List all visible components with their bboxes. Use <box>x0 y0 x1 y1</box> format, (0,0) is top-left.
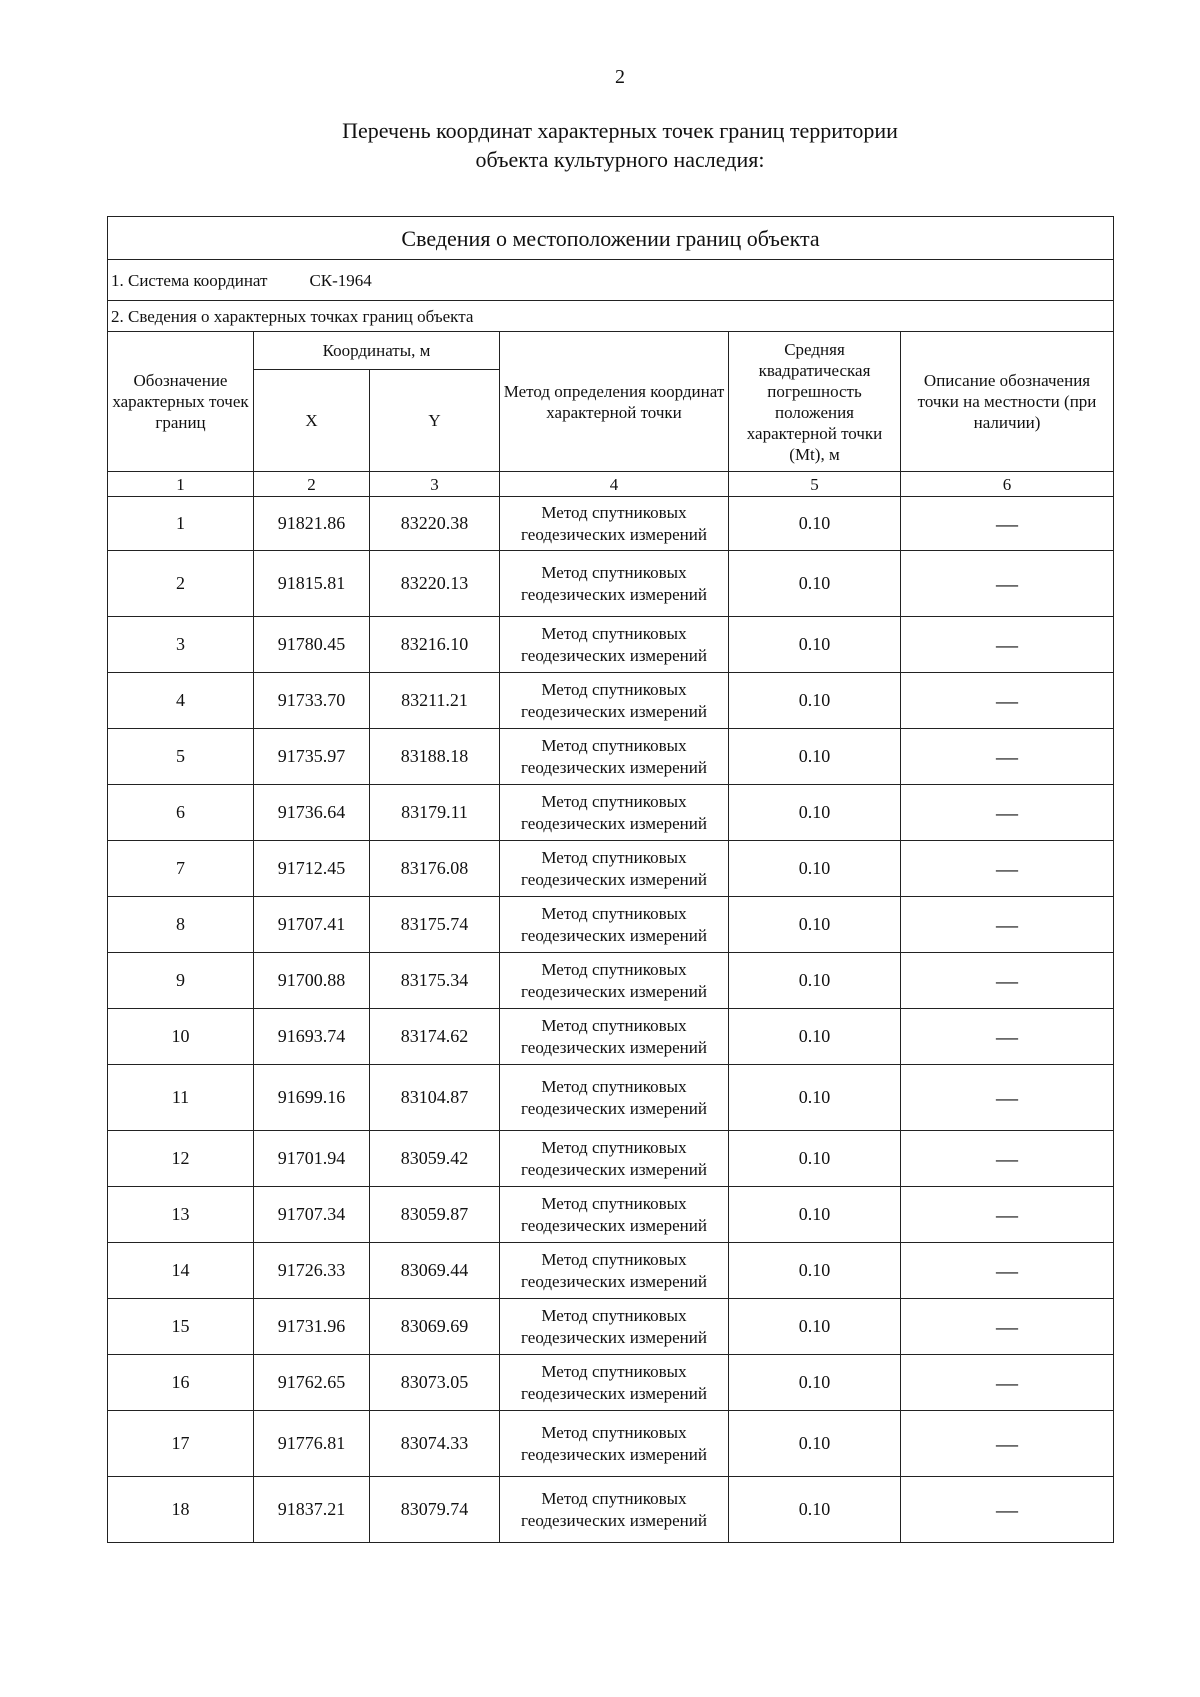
page-number: 2 <box>615 66 625 88</box>
table-row <box>108 841 1114 897</box>
accuracy-cell: 0.10 <box>729 897 901 953</box>
x-coordinate-cell: 91776.81 <box>254 1411 370 1477</box>
description-cell: — <box>901 497 1114 551</box>
x-coordinate-cell: 91712.45 <box>254 841 370 897</box>
y-coordinate-cell: 83059.87 <box>370 1187 500 1243</box>
header-coordinates: Координаты, м <box>254 332 500 370</box>
accuracy-cell: 0.10 <box>729 1477 901 1543</box>
x-coordinate-cell: 91815.81 <box>254 551 370 617</box>
table-row <box>108 551 1114 617</box>
description-cell: — <box>901 1299 1114 1355</box>
x-coordinate-cell: 91707.41 <box>254 897 370 953</box>
point-number-cell: 5 <box>108 729 254 785</box>
description-cell: — <box>901 841 1114 897</box>
header-point: Обозначение характерных точек границ <box>108 332 254 472</box>
accuracy-cell: 0.10 <box>729 1355 901 1411</box>
table-row <box>108 1299 1114 1355</box>
accuracy-cell: 0.10 <box>729 841 901 897</box>
y-coordinate-cell: 83220.13 <box>370 551 500 617</box>
header-y: Y <box>370 370 500 472</box>
column-number: 1 <box>108 472 254 497</box>
table-row <box>108 1009 1114 1065</box>
table-row <box>108 617 1114 673</box>
accuracy-cell: 0.10 <box>729 497 901 551</box>
x-coordinate-cell: 91701.94 <box>254 1131 370 1187</box>
header-x: X <box>254 370 370 472</box>
y-coordinate-cell: 83074.33 <box>370 1411 500 1477</box>
y-coordinate-cell: 83188.18 <box>370 729 500 785</box>
table-row <box>108 1187 1114 1243</box>
table-row <box>108 1355 1114 1411</box>
accuracy-cell: 0.10 <box>729 785 901 841</box>
accuracy-cell: 0.10 <box>729 1411 901 1477</box>
x-coordinate-cell: 91736.64 <box>254 785 370 841</box>
section-row <box>108 301 1114 332</box>
method-cell: Метод спутниковых геодезических измерений <box>500 1131 729 1187</box>
title-line-1: Перечень координат характерных точек границ территории <box>342 118 898 143</box>
coordinate-system-label: 1. Система координат <box>111 270 268 290</box>
table-row <box>108 1243 1114 1299</box>
x-coordinate-cell: 91707.34 <box>254 1187 370 1243</box>
point-number-cell: 6 <box>108 785 254 841</box>
y-coordinate-cell: 83174.62 <box>370 1009 500 1065</box>
x-coordinate-cell: 91726.33 <box>254 1243 370 1299</box>
method-cell: Метод спутниковых геодезических измерений <box>500 1299 729 1355</box>
description-cell: — <box>901 897 1114 953</box>
method-cell: Метод спутниковых геодезических измерений <box>500 1065 729 1131</box>
column-number: 4 <box>500 472 729 497</box>
coordinate-system-value: СК-1964 <box>309 270 372 290</box>
method-cell: Метод спутниковых геодезических измерений <box>500 785 729 841</box>
point-number-cell: 10 <box>108 1009 254 1065</box>
description-cell: — <box>901 953 1114 1009</box>
caption-row <box>108 217 1114 260</box>
column-numbers-row <box>108 472 1114 497</box>
column-number: 2 <box>254 472 370 497</box>
description-cell: — <box>901 785 1114 841</box>
description-cell: — <box>901 1187 1114 1243</box>
table-row <box>108 673 1114 729</box>
column-number: 5 <box>729 472 901 497</box>
y-coordinate-cell: 83079.74 <box>370 1477 500 1543</box>
description-cell: — <box>901 1131 1114 1187</box>
description-cell: — <box>901 617 1114 673</box>
y-coordinate-cell: 83179.11 <box>370 785 500 841</box>
point-number-cell: 9 <box>108 953 254 1009</box>
description-cell: — <box>901 1009 1114 1065</box>
accuracy-cell: 0.10 <box>729 1187 901 1243</box>
point-number-cell: 18 <box>108 1477 254 1543</box>
description-cell: — <box>901 1243 1114 1299</box>
method-cell: Метод спутниковых геодезических измерений <box>500 897 729 953</box>
description-cell: — <box>901 1355 1114 1411</box>
y-coordinate-cell: 83069.69 <box>370 1299 500 1355</box>
table-row <box>108 953 1114 1009</box>
header-method: Метод определения координат характерной точки <box>500 332 729 472</box>
point-number-cell: 17 <box>108 1411 254 1477</box>
y-coordinate-cell: 83220.38 <box>370 497 500 551</box>
point-number-cell: 3 <box>108 617 254 673</box>
description-cell: — <box>901 729 1114 785</box>
table-row <box>108 897 1114 953</box>
method-cell: Метод спутниковых геодезических измерений <box>500 953 729 1009</box>
point-number-cell: 8 <box>108 897 254 953</box>
x-coordinate-cell: 91700.88 <box>254 953 370 1009</box>
column-number: 6 <box>901 472 1114 497</box>
y-coordinate-cell: 83175.34 <box>370 953 500 1009</box>
point-number-cell: 12 <box>108 1131 254 1187</box>
x-coordinate-cell: 91731.96 <box>254 1299 370 1355</box>
point-number-cell: 11 <box>108 1065 254 1131</box>
y-coordinate-cell: 83211.21 <box>370 673 500 729</box>
document-title <box>0 116 1200 174</box>
point-number-cell: 15 <box>108 1299 254 1355</box>
x-coordinate-cell: 91733.70 <box>254 673 370 729</box>
coordinates-table <box>107 216 1114 1543</box>
method-cell: Метод спутниковых геодезических измерений <box>500 1355 729 1411</box>
accuracy-cell: 0.10 <box>729 673 901 729</box>
point-number-cell: 4 <box>108 673 254 729</box>
accuracy-cell: 0.10 <box>729 1131 901 1187</box>
x-coordinate-cell: 91735.97 <box>254 729 370 785</box>
method-cell: Метод спутниковых геодезических измерений <box>500 1411 729 1477</box>
y-coordinate-cell: 83175.74 <box>370 897 500 953</box>
table-row <box>108 1477 1114 1543</box>
description-cell: — <box>901 1411 1114 1477</box>
point-number-cell: 13 <box>108 1187 254 1243</box>
description-cell: — <box>901 551 1114 617</box>
description-cell: — <box>901 1477 1114 1543</box>
accuracy-cell: 0.10 <box>729 729 901 785</box>
x-coordinate-cell: 91780.45 <box>254 617 370 673</box>
description-cell: — <box>901 1065 1114 1131</box>
description-cell: — <box>901 673 1114 729</box>
accuracy-cell: 0.10 <box>729 1299 901 1355</box>
section-label: 2. Сведения о характерных точках границ объекта <box>108 301 1114 332</box>
method-cell: Метод спутниковых геодезических измерений <box>500 617 729 673</box>
accuracy-cell: 0.10 <box>729 1009 901 1065</box>
method-cell: Метод спутниковых геодезических измерений <box>500 673 729 729</box>
accuracy-cell: 0.10 <box>729 617 901 673</box>
method-cell: Метод спутниковых геодезических измерений <box>500 497 729 551</box>
method-cell: Метод спутниковых геодезических измерений <box>500 1243 729 1299</box>
coordinate-system-cell <box>108 260 1114 301</box>
x-coordinate-cell: 91762.65 <box>254 1355 370 1411</box>
accuracy-cell: 0.10 <box>729 1243 901 1299</box>
y-coordinate-cell: 83104.87 <box>370 1065 500 1131</box>
x-coordinate-cell: 91821.86 <box>254 497 370 551</box>
method-cell: Метод спутниковых геодезических измерений <box>500 551 729 617</box>
table-row <box>108 729 1114 785</box>
table-caption: Сведения о местоположении границ объекта <box>108 217 1114 260</box>
point-number-cell: 2 <box>108 551 254 617</box>
x-coordinate-cell: 91699.16 <box>254 1065 370 1131</box>
method-cell: Метод спутниковых геодезических измерений <box>500 1187 729 1243</box>
method-cell: Метод спутниковых геодезических измерений <box>500 729 729 785</box>
table-row <box>108 785 1114 841</box>
accuracy-cell: 0.10 <box>729 1065 901 1131</box>
header-description: Описание обозначения точки на местности (при наличии) <box>901 332 1114 472</box>
column-number: 3 <box>370 472 500 497</box>
accuracy-cell: 0.10 <box>729 551 901 617</box>
y-coordinate-cell: 83069.44 <box>370 1243 500 1299</box>
table-row <box>108 1131 1114 1187</box>
title-line-2: объекта культурного наследия: <box>475 147 765 172</box>
y-coordinate-cell: 83216.10 <box>370 617 500 673</box>
point-number-cell: 16 <box>108 1355 254 1411</box>
point-number-cell: 14 <box>108 1243 254 1299</box>
y-coordinate-cell: 83176.08 <box>370 841 500 897</box>
point-number-cell: 7 <box>108 841 254 897</box>
x-coordinate-cell: 91837.21 <box>254 1477 370 1543</box>
table-row <box>108 1065 1114 1131</box>
method-cell: Метод спутниковых геодезических измерений <box>500 1009 729 1065</box>
table-row <box>108 1411 1114 1477</box>
method-cell: Метод спутниковых геодезических измерений <box>500 841 729 897</box>
coordinate-system-row <box>108 260 1114 301</box>
table-row <box>108 497 1114 551</box>
header-row-1 <box>108 332 1114 370</box>
method-cell: Метод спутниковых геодезических измерений <box>500 1477 729 1543</box>
y-coordinate-cell: 83059.42 <box>370 1131 500 1187</box>
accuracy-cell: 0.10 <box>729 953 901 1009</box>
y-coordinate-cell: 83073.05 <box>370 1355 500 1411</box>
x-coordinate-cell: 91693.74 <box>254 1009 370 1065</box>
header-error: Средняя квадратическая погрешность положения характерной точки (Mt), м <box>729 332 901 472</box>
point-number-cell: 1 <box>108 497 254 551</box>
